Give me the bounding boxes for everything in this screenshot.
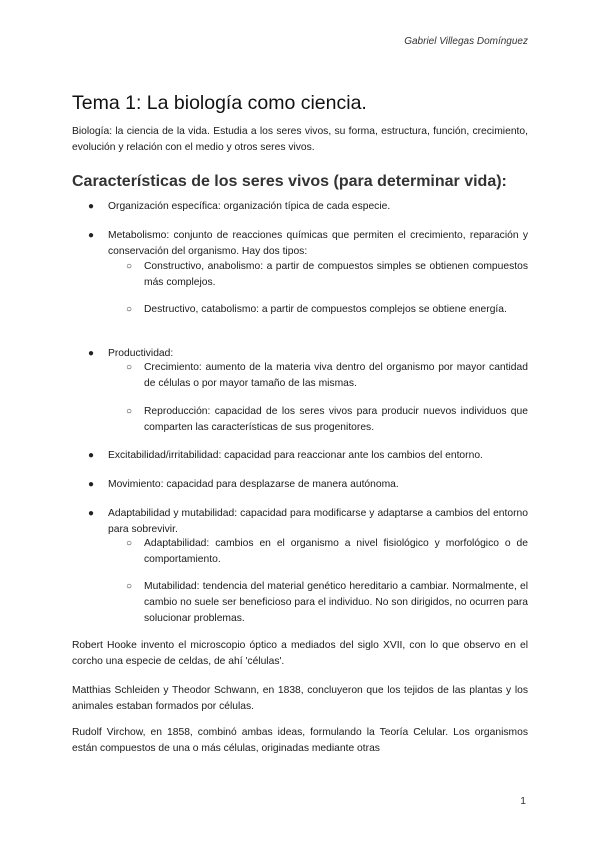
page-title: Tema 1: La biología como ciencia. xyxy=(72,92,367,114)
body-paragraph: Robert Hooke invento el microscopio óptico a mediados del siglo XVII, con lo que observo en el corcho una especie de celdas, de ahí 'células'. xyxy=(72,640,528,667)
bullet-icon: ● xyxy=(88,201,95,212)
sub-list-item: Mutabilidad: tendencia del material genético hereditario a cambiar. Normalmente, el cambio no suele ser beneficioso para el individuo. No son dirigidos, no ocurren para solucionar problemas. xyxy=(144,581,528,624)
bullet-icon: ● xyxy=(88,508,95,519)
sub-bullet-icon: ○ xyxy=(126,362,133,373)
sub-bullet-icon: ○ xyxy=(126,261,133,272)
bullet-icon: ● xyxy=(88,230,95,241)
bullet-icon: ● xyxy=(88,479,95,490)
sub-bullet-icon: ○ xyxy=(126,581,133,592)
sub-list-item: Constructivo, anabolismo: a partir de compuestos simples se obtienen compuestos más complejos. xyxy=(144,261,528,288)
section-subtitle: Características de los seres vivos (para determinar vida): xyxy=(72,173,507,190)
sub-list-item: Adaptabilidad: cambios en el organismo a nivel fisiológico y morfológico o de comportamiento. xyxy=(144,538,528,565)
sub-bullet-icon: ○ xyxy=(126,538,133,549)
bullet-icon: ● xyxy=(88,450,95,461)
list-item: Excitabilidad/irritabilidad: capacidad para reaccionar ante los cambios del entorno. xyxy=(108,450,483,461)
bullet-icon: ● xyxy=(88,348,95,359)
body-paragraph: Matthias Schleiden y Theodor Schwann, en 1838, concluyeron que los tejidos de las plantas y los animales estaban formados por células. xyxy=(72,685,528,712)
list-item: Movimiento: capacidad para desplazarse de manera autónoma. xyxy=(108,479,399,490)
intro-paragraph: Biología: la ciencia de la vida. Estudia a los seres vivos, su forma, estructura, función, crecimiento, evolución y relación con el medio y otros seres vivos. xyxy=(72,126,528,153)
sub-list-item: Destructivo, catabolismo: a partir de compuestos complejos se obtiene energía. xyxy=(144,304,507,315)
sub-list-item: Crecimiento: aumento de la materia viva dentro del organismo por mayor cantidad de células o por mayor tamaño de las mismas. xyxy=(144,362,528,389)
author-header: Gabriel Villegas Domínguez xyxy=(404,36,528,47)
list-item: Productividad: xyxy=(108,348,174,359)
list-item: Organización específica: organización típica de cada especie. xyxy=(108,201,391,212)
page-number: 1 xyxy=(520,796,526,807)
sub-bullet-icon: ○ xyxy=(126,304,133,315)
sub-list-item: Reproducción: capacidad de los seres vivos para producir nuevos individuos que comparten las características de sus progenitores. xyxy=(144,406,528,433)
list-item: Metabolismo: conjunto de reacciones químicas que permiten el crecimiento, reparación y conservación del organismo. Hay dos tipos: xyxy=(108,230,528,257)
sub-bullet-icon: ○ xyxy=(126,406,133,417)
list-item: Adaptabilidad y mutabilidad: capacidad para modificarse y adaptarse a cambios del entorno para sobrevivir. xyxy=(108,508,528,535)
body-paragraph: Rudolf Virchow, en 1858, combinó ambas ideas, formulando la Teoría Celular. Los organismos están compuestos de una o más células, originadas mediante otras xyxy=(72,727,528,754)
